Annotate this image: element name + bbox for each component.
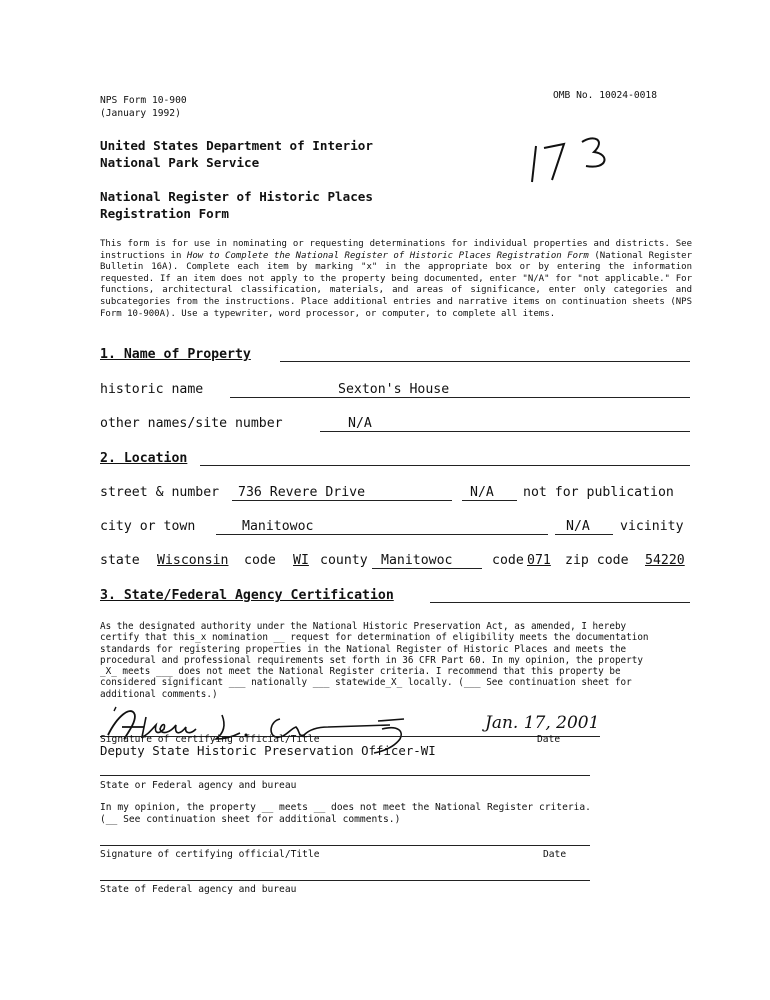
- opinion-line-2: (__ See continuation sheet for additional comments.): [100, 814, 401, 825]
- omb-number: OMB No. 10024-0018: [553, 90, 657, 101]
- nfp-line: [462, 500, 517, 501]
- agency-label-2: State of Federal agency and bureau: [100, 884, 297, 895]
- instructions-italic-title: How to Complete the National Register of Historic Places Registration Form: [186, 250, 589, 261]
- street-value[interactable]: 736 Revere Drive: [238, 485, 366, 500]
- city-line: [216, 534, 548, 535]
- street-label: street & number: [100, 485, 220, 500]
- vicinity-line: [555, 534, 613, 535]
- date-label-2: Date: [543, 849, 567, 860]
- cert-line-5: _X_ meets ___ does not meet the National Register criteria. I recommend that this property be: [100, 666, 621, 678]
- historic-name-value[interactable]: Sexton's House: [338, 382, 450, 397]
- zip-value[interactable]: 54220: [645, 553, 685, 568]
- signature-label: Signature of certifying official/Title: [100, 734, 320, 745]
- historic-name-line: [230, 397, 690, 398]
- city-label: city or town: [100, 519, 196, 534]
- county-code-value[interactable]: 071: [527, 553, 551, 568]
- cert-line-2: certify that this_x nomination __ request for determination of eligibility meets the documentation: [100, 632, 649, 644]
- opinion-line-1: In my opinion, the property __ meets __ does not meet the National Register criteria.: [100, 802, 591, 813]
- certification-paragraph: [100, 621, 692, 700]
- cert-line-7: additional comments.): [100, 688, 218, 700]
- section-1-heading: 1. Name of Property: [100, 347, 251, 362]
- date-label: Date: [537, 734, 561, 745]
- signature-line-2: [100, 845, 590, 846]
- section-1-rule: [280, 361, 690, 362]
- form-title-line-2: Registration Form: [100, 206, 229, 221]
- county-line: [372, 568, 482, 569]
- nfp-label: not for publication: [523, 485, 674, 500]
- form-number: NPS Form 10-900: [100, 95, 187, 106]
- street-line: [232, 500, 452, 501]
- county-label: county: [320, 553, 368, 568]
- form-title-line-1: National Register of Historic Places: [100, 189, 373, 204]
- official-title: Deputy State Historic Preservation Officer-WI: [100, 743, 436, 758]
- section-3-heading: 3. State/Federal Agency Certification: [100, 588, 394, 603]
- city-value[interactable]: Manitowoc: [242, 519, 314, 534]
- agency-line-2: National Park Service: [100, 155, 260, 170]
- county-value[interactable]: Manitowoc: [381, 553, 453, 568]
- zip-label: zip code: [565, 553, 629, 568]
- state-label: state: [100, 553, 140, 568]
- historic-name-label: historic name: [100, 382, 204, 397]
- nfp-value[interactable]: N/A: [470, 485, 494, 500]
- agency-line-1: United States Department of Interior: [100, 138, 373, 153]
- cert-line-3: standards for registering properties in the National Register of Historic Places and meets the: [100, 643, 627, 655]
- other-names-line: [320, 431, 690, 432]
- handwritten-number-173: [530, 130, 620, 190]
- state-code-value[interactable]: WI: [293, 553, 309, 568]
- section-3-rule: [430, 602, 690, 603]
- cert-line-1: As the designated authority under the National Historic Preservation Act, as amended, I hereby: [100, 621, 627, 632]
- signature-label-2: Signature of certifying official/Title: [100, 849, 320, 860]
- county-code-label: code: [492, 553, 524, 568]
- form-date: (January 1992): [100, 108, 181, 119]
- agency-line: [100, 775, 590, 776]
- instructions-paragraph: [100, 239, 692, 320]
- agency-line-2: [100, 880, 590, 881]
- section-2-heading: 2. Location: [100, 451, 188, 466]
- section-2-rule: [200, 465, 690, 466]
- cert-line-6: considered significant ___ nationally ___ statewide_X_ locally. (___ See continuation sheet for: [100, 677, 632, 689]
- other-names-label: other names/site number: [100, 416, 283, 431]
- cert-line-4: procedural and professional requirements set forth in 36 CFR Part 60. In my opinion, the property: [100, 654, 643, 666]
- vicinity-value[interactable]: N/A: [566, 519, 590, 534]
- other-names-value[interactable]: N/A: [348, 416, 372, 431]
- instructions-text-2: (National Register Bulletin 16A). Complete each item by marking "x" in the appropriate box or by entering the information requested. If an item does not apply to the property being documented, enter "N/A" for "not applicable." For functions, architectural classification, materials, and areas of significance, enter only categories and subcategories from the instructions. Place additional entries and narrative items on continuation sheets (NPS Form 10-900A). Use a typewriter, word processor, or computer, to complete all items.: [100, 250, 693, 319]
- instructions-text-1: This form is for use in nominating or requesting determinations for individual properties and districts. See instructions in: [100, 239, 692, 261]
- vicinity-label: vicinity: [620, 519, 684, 534]
- handwritten-date: Jan. 17, 2001: [485, 713, 600, 733]
- state-value[interactable]: Wisconsin: [157, 553, 229, 568]
- agency-label: State or Federal agency and bureau: [100, 780, 297, 791]
- state-code-label: code: [244, 553, 276, 568]
